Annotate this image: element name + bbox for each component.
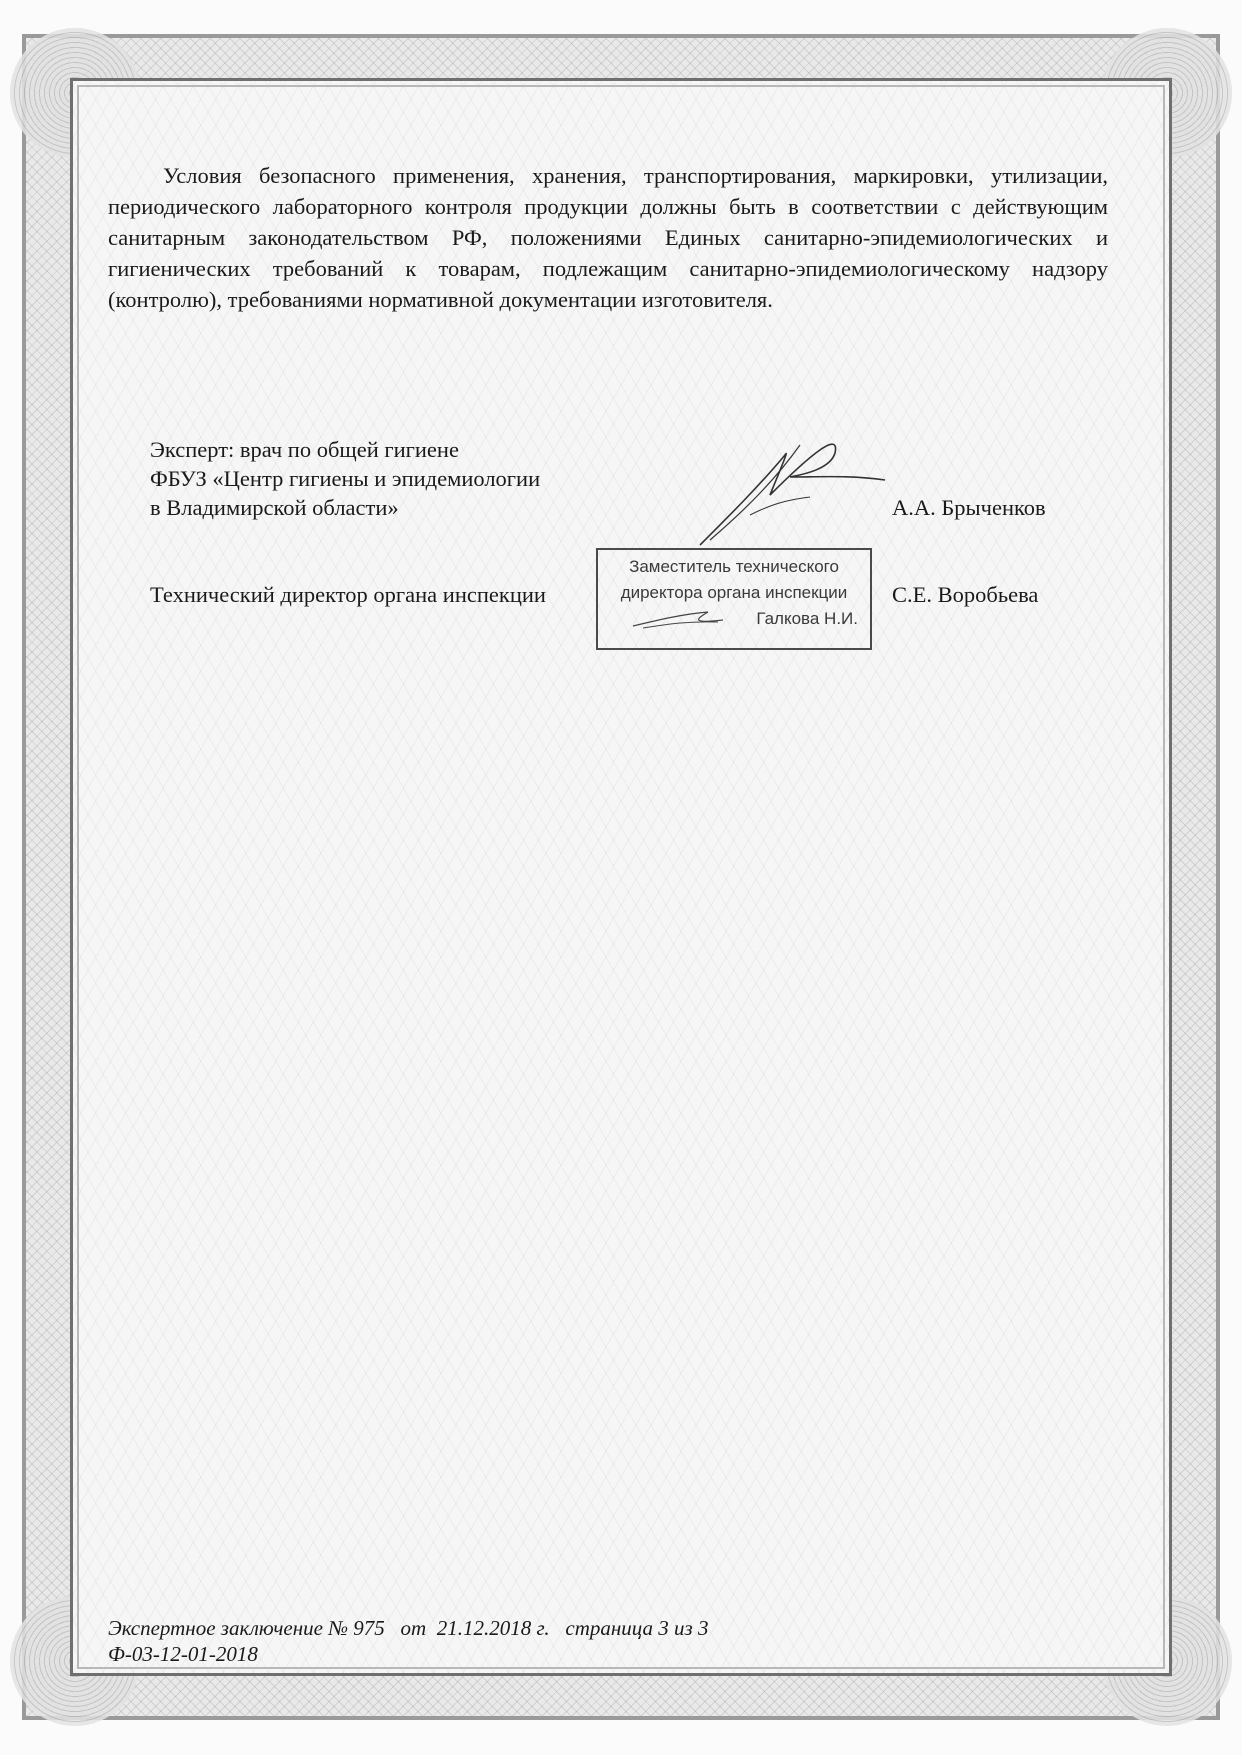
- stamp-signature-icon: [628, 606, 748, 632]
- stamp-name: Галкова Н.И.: [756, 609, 858, 628]
- deputy-director-stamp: [596, 548, 872, 650]
- expert-region-line: в Владимирской области»: [150, 495, 399, 520]
- page-inner-field: [70, 78, 1172, 1676]
- director-name: С.Е. Воробьева: [892, 582, 1039, 607]
- expert-organization-line: ФБУЗ «Центр гигиены и эпидемиологии: [150, 466, 541, 491]
- conditions-paragraph: Условия безопасного применения, хранения, транспортирования, маркировки, утилизации, периодического лабораторного контроля продукции должны быть в соответствии с действующим санитарным законодательством РФ, положениями Единых санитарно-эпидемиологических и гигиенических требований к товарам, подлежащим санитарно-эпидемиологическому надзору (контролю), требованиями нормативной документации изготовителя.: [108, 163, 1108, 312]
- main-content: [108, 160, 1108, 315]
- expert-title-line: Эксперт: врач по общей гигиене: [150, 437, 459, 462]
- footer-form-code: Ф-03-12-01-2018: [108, 1642, 258, 1666]
- footer-conclusion-ref: Экспертное заключение № 975 от 21.12.2018 г. страница 3 из 3: [108, 1616, 709, 1640]
- expert-name: А.А. Брыченков: [892, 495, 1046, 520]
- page-footer: [108, 1615, 708, 1667]
- director-label: Технический директор органа инспекции: [150, 582, 546, 607]
- handwritten-signature-icon: [690, 435, 910, 555]
- stamp-position-line: директора органа инспекции: [620, 583, 848, 602]
- stamp-title-line: Заместитель технического: [629, 557, 839, 576]
- stamp-signature-row: [598, 606, 870, 632]
